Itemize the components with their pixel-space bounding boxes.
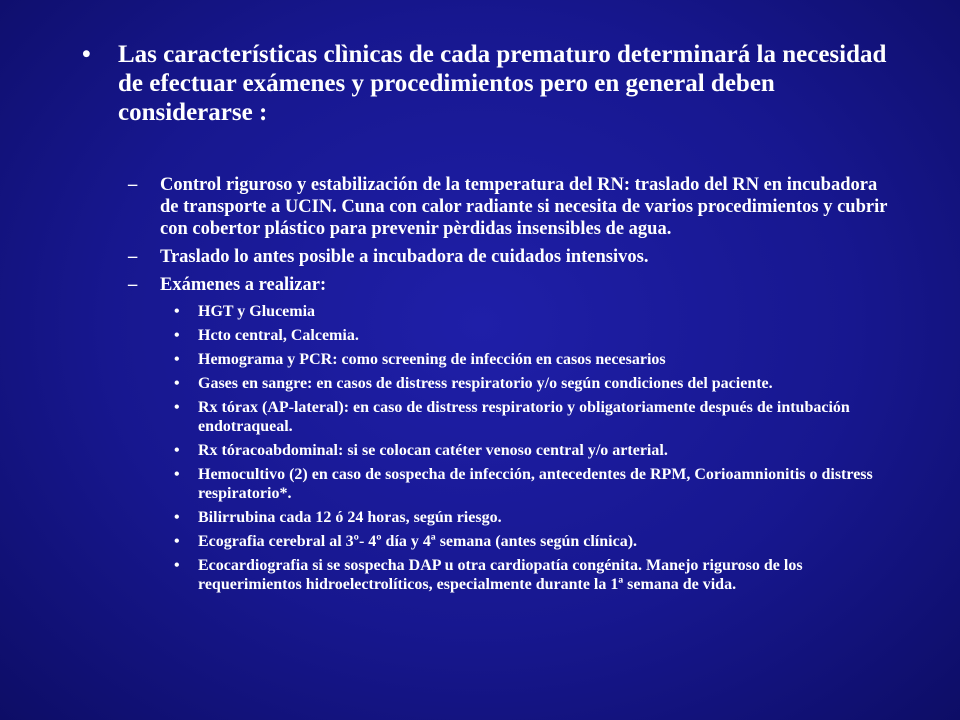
exam-text: HGT y Glucemia (198, 303, 316, 320)
intro-text: Las características clìnicas de cada prematuro determinará la necesidad de efectuar exámenes y procedimientos pero en general deben considerarse : (118, 41, 887, 126)
bullet-icon: • (174, 399, 180, 416)
exam-text: Rx tórax (AP-lateral): en caso de distress respiratorio y obligatoriamente después de intubación endotraqueal. (198, 399, 850, 435)
exam-item (172, 532, 888, 551)
bullet-icon: • (174, 375, 180, 392)
list-item-text: Control riguroso y estabilización de la temperatura del RN: traslado del RN en incubadora de transporte a UCIN. Cuna con calor radiante si necesita de varios procedimientos y cubrir con cobertor plástico para prevenir pèrdidas insensibles de agua. (160, 175, 888, 239)
dash-icon: – (128, 247, 138, 267)
exam-item (172, 374, 888, 393)
exam-item (172, 465, 888, 503)
exam-item (172, 398, 888, 436)
list-item-exams (128, 274, 888, 296)
exam-text: Rx tóracoabdominal: si se colocan catéter venoso central y/o arterial. (198, 442, 668, 459)
dash-icon: – (128, 275, 138, 295)
list-item-text: Exámenes a realizar: (160, 275, 327, 295)
list-item-temperature (128, 174, 888, 240)
exam-text: Ecocardiografia si se sospecha DAP u otra cardiopatía congénita. Manejo riguroso de los requerimientos hidroelectrolíticos, especialmente durante la 1ª semana de vida. (198, 557, 803, 593)
bullet-icon: • (174, 303, 180, 320)
bullet-icon: • (174, 466, 180, 483)
exam-text: Bilirrubina cada 12 ó 24 horas, según riesgo. (198, 509, 502, 526)
intro-bullet (82, 40, 912, 127)
considerations-list (128, 174, 888, 599)
exam-text: Hcto central, Calcemia. (198, 327, 359, 344)
bullet-icon: • (174, 327, 180, 344)
exam-item (172, 441, 888, 460)
list-item-transfer (128, 246, 888, 268)
exam-text: Hemograma y PCR: como screening de infección en casos necesarios (198, 351, 666, 368)
exam-text: Hemocultivo (2) en caso de sospecha de infección, antecedentes de RPM, Corioamnionitis o distress respiratorio*. (198, 466, 873, 502)
exam-text: Gases en sangre: en casos de distress respiratorio y/o según condiciones del paciente. (198, 375, 773, 392)
bullet-icon: • (174, 557, 180, 574)
list-item-text: Traslado lo antes posible a incubadora de cuidados intensivos. (160, 247, 649, 267)
bullet-icon: • (174, 509, 180, 526)
exam-item (172, 556, 888, 594)
dash-icon: – (128, 175, 138, 195)
exam-item (172, 302, 888, 321)
bullet-icon: • (174, 351, 180, 368)
exam-text: Ecografia cerebral al 3º- 4º día y 4ª semana (antes según clínica). (198, 533, 638, 550)
bullet-icon: • (82, 41, 91, 68)
exam-item (172, 508, 888, 527)
exam-item (172, 350, 888, 369)
bullet-icon: • (174, 533, 180, 550)
exams-list (172, 302, 888, 594)
bullet-icon: • (174, 442, 180, 459)
exam-item (172, 326, 888, 345)
